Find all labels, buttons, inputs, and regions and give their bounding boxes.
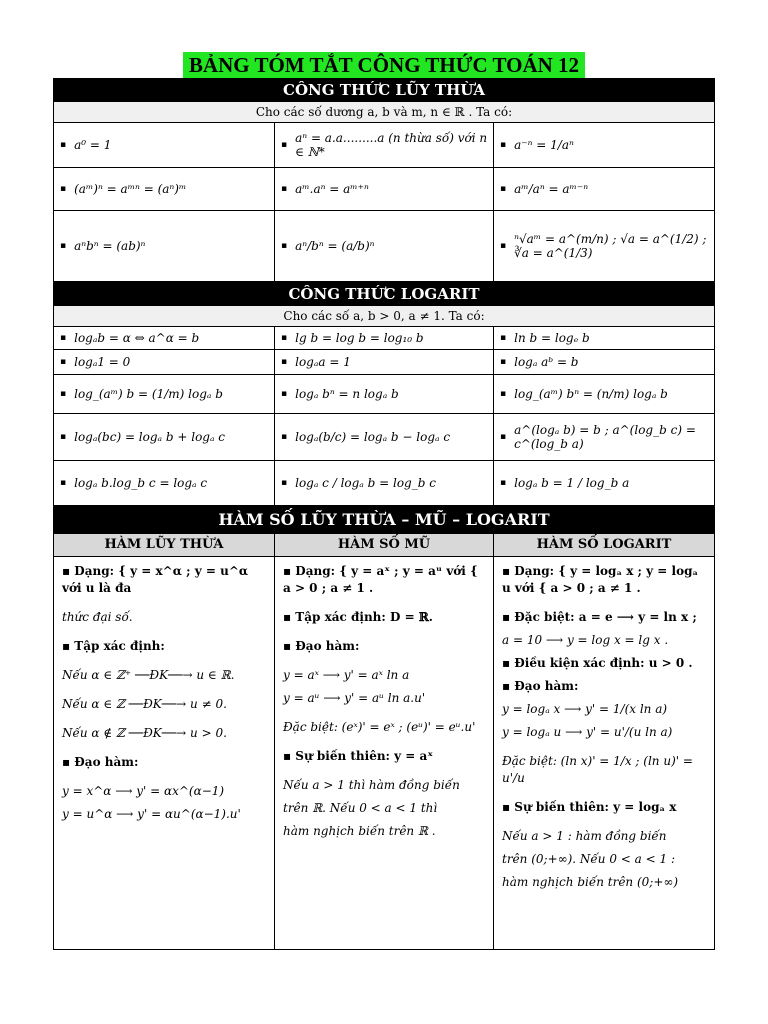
column-line: Đặc biệt: (ln x)' = 1/x ; (ln u)' = u'/u [502, 754, 693, 785]
formula-cell [275, 211, 494, 281]
formula-text: logₐ bⁿ = n logₐ b [295, 387, 399, 401]
formula-row [53, 350, 715, 375]
bullet-icon: ▪ [500, 357, 507, 367]
bullet-icon: ▪ [281, 140, 288, 150]
formula-text: logₐ b = 1 / log_b a [514, 476, 630, 490]
bullet-icon: ▪ [60, 478, 67, 488]
formula-text: a⁰ = 1 [74, 138, 112, 152]
column-line: ▪ Đặc biệt: a = e ⟶ y = ln x ; [502, 610, 697, 624]
formula-sheet [53, 52, 715, 950]
formula-cell [494, 461, 714, 505]
column-line: thức đại số. [62, 610, 133, 624]
formula-row [53, 168, 715, 211]
formula-cell [494, 375, 714, 413]
column-line: y = logₐ x ⟶ y' = 1/(x ln a) [502, 702, 668, 716]
ham-luy-thua-column [54, 557, 275, 949]
bullet-icon: ▪ [500, 389, 507, 399]
ham-so-mu-column [275, 557, 494, 949]
ham-so-logarit-column [494, 557, 714, 949]
column-line: Đặc biệt: (eˣ)' = eˣ ; (eᵘ)' = eᵘ.u' [283, 720, 476, 734]
formula-cell [275, 375, 494, 413]
bullet-icon: ▪ [281, 333, 288, 343]
column-line: hàm nghịch biến trên (0;+∞) [502, 875, 679, 889]
formula-text: aᵐ.aⁿ = aᵐ⁺ⁿ [295, 182, 369, 196]
column-line: Nếu α ∈ ℤ⁺ ──ĐK──→ u ∈ ℝ. [62, 668, 235, 682]
column-line: y = aˣ ⟶ y' = aˣ ln a [283, 668, 410, 682]
formula-text: logₐ c / logₐ b = log_b c [295, 476, 436, 490]
formula-text: aⁿbⁿ = (ab)ⁿ [74, 239, 146, 253]
column-line: y = aᵘ ⟶ y' = aᵘ ln a.u' [283, 691, 426, 705]
bullet-icon: ▪ [60, 357, 67, 367]
ham-so-columns [53, 557, 715, 950]
bullet-icon: ▪ [60, 333, 67, 343]
formula-cell [54, 375, 275, 413]
formula-text: log_(aᵐ) b = (1/m) logₐ b [74, 387, 223, 401]
formula-cell [275, 327, 494, 349]
bullet-icon: ▪ [500, 241, 507, 251]
formula-cell [275, 168, 494, 210]
formula-row [53, 327, 715, 350]
formula-text: aᵐ/aⁿ = aᵐ⁻ⁿ [514, 182, 589, 196]
section-header-logarit: CÔNG THỨC LOGARIT [53, 282, 715, 306]
luy-thua-table [53, 123, 715, 282]
formula-text: aⁿ = a.a.........a (n thừa số) với n ∈ ℕ* [295, 131, 488, 159]
column-line: Nếu a > 1 : hàm đồng biến [502, 829, 667, 843]
formula-text: (aᵐ)ⁿ = aᵐⁿ = (aⁿ)ᵐ [74, 182, 187, 196]
formula-text: a^(logₐ b) = b ; a^(log_b c) = c^(log_b a) [514, 423, 696, 451]
formula-text: ⁿ√aᵐ = a^(m/n) ; √a = a^(1/2) ; ∛a = a^(1/3) [514, 232, 707, 260]
bullet-icon: ▪ [281, 241, 288, 251]
ham-so-column-headers [53, 534, 715, 557]
formula-cell [494, 168, 714, 210]
column-line: ▪ Tập xác định: D = ℝ. [283, 610, 433, 624]
formula-cell [275, 123, 494, 167]
bullet-icon: ▪ [281, 184, 288, 194]
column-line: Nếu a > 1 thì hàm đồng biến [283, 778, 460, 792]
formula-text: aⁿ/bⁿ = (a/b)ⁿ [295, 239, 375, 253]
formula-cell [494, 350, 714, 374]
formula-cell [275, 350, 494, 374]
column-line: ▪ Sự biến thiên: y = aˣ [283, 749, 434, 763]
formula-cell [54, 168, 275, 210]
bullet-icon: ▪ [281, 478, 288, 488]
col-header-ham-so-mu: HÀM SỐ MŨ [275, 534, 494, 556]
column-line: ▪ Đạo hàm: [502, 679, 579, 693]
formula-cell [54, 327, 275, 349]
formula-text: logₐ aᵇ = b [514, 355, 579, 369]
formula-text: ln b = logₑ b [514, 331, 590, 345]
formula-text: logₐb = α ⇔ a^α = b [74, 331, 200, 345]
formula-text: logₐa = 1 [295, 355, 351, 369]
bullet-icon: ▪ [500, 184, 507, 194]
formula-cell [494, 414, 714, 460]
column-line: ▪ Dạng: { y = logₐ x ; y = logₐ u với { a > 0 ; a ≠ 1 . [502, 564, 699, 595]
formula-text: lg b = log b = log₁₀ b [295, 331, 424, 345]
formula-row [53, 123, 715, 168]
column-line: Nếu α ∈ ℤ ──ĐK──→ u ≠ 0. [62, 697, 227, 711]
formula-row [53, 414, 715, 461]
column-line: hàm nghịch biến trên ℝ . [283, 824, 436, 838]
section-header-ham-so: HÀM SỐ LŨY THỪA – MŨ – LOGARIT [53, 506, 715, 534]
formula-text: logₐ1 = 0 [74, 355, 131, 369]
title-wrap [53, 52, 715, 78]
bullet-icon: ▪ [60, 389, 67, 399]
column-line: a = 10 ⟶ y = log x = lg x . [502, 633, 669, 647]
formula-cell [54, 211, 275, 281]
column-line: y = logₐ u ⟶ y' = u'/(u ln a) [502, 725, 673, 739]
col-header-ham-so-logarit: HÀM SỐ LOGARIT [494, 534, 714, 556]
column-line: Nếu α ∉ ℤ ──ĐK──→ u > 0. [62, 726, 227, 740]
bullet-icon: ▪ [500, 478, 507, 488]
logarit-table [53, 327, 715, 506]
page-title: BẢNG TÓM TẮT CÔNG THỨC TOÁN 12 [183, 52, 585, 78]
formula-text: log_(aᵐ) bⁿ = (n/m) logₐ b [514, 387, 668, 401]
bullet-icon: ▪ [281, 357, 288, 367]
section-intro-luy-thua: Cho các số dương a, b và m, n ∈ ℝ . Ta có: [53, 102, 715, 123]
bullet-icon: ▪ [60, 241, 67, 251]
col-header-ham-luy-thua: HÀM LŨY THỪA [54, 534, 275, 556]
column-line: ▪ Điều kiện xác định: u > 0 . [502, 656, 693, 670]
bullet-icon: ▪ [500, 140, 507, 150]
bullet-icon: ▪ [60, 184, 67, 194]
formula-cell [275, 461, 494, 505]
formula-cell [494, 123, 714, 167]
formula-row [53, 211, 715, 282]
column-line: trên ℝ. Nếu 0 < a < 1 thì [283, 801, 438, 815]
formula-cell [494, 327, 714, 349]
formula-text: logₐ b.log_b c = logₐ c [74, 476, 208, 490]
formula-row [53, 375, 715, 414]
bullet-icon: ▪ [60, 140, 67, 150]
formula-cell [54, 123, 275, 167]
column-line: ▪ Sự biến thiên: y = logₐ x [502, 800, 677, 814]
bullet-icon: ▪ [60, 432, 67, 442]
section-header-luy-thua: CÔNG THỨC LŨY THỪA [53, 78, 715, 102]
column-line: y = x^α ⟶ y' = αx^(α−1) [62, 784, 225, 798]
section-intro-logarit: Cho các số a, b > 0, a ≠ 1. Ta có: [53, 306, 715, 327]
formula-cell [54, 461, 275, 505]
formula-cell [54, 350, 275, 374]
formula-row [53, 461, 715, 506]
column-line: y = u^α ⟶ y' = αu^(α−1).u' [62, 807, 241, 821]
bullet-icon: ▪ [281, 432, 288, 442]
column-line: ▪ Tập xác định: [62, 639, 165, 653]
formula-text: logₐ(bc) = logₐ b + logₐ c [74, 430, 226, 444]
bullet-icon: ▪ [281, 389, 288, 399]
column-line: ▪ Đạo hàm: [62, 755, 139, 769]
column-line: ▪ Dạng: { y = x^α ; y = u^α với u là đa [62, 564, 249, 595]
formula-cell [275, 414, 494, 460]
formula-cell [54, 414, 275, 460]
column-line: trên (0;+∞). Nếu 0 < a < 1 : [502, 852, 675, 866]
bullet-icon: ▪ [500, 432, 507, 442]
bullet-icon: ▪ [500, 333, 507, 343]
formula-text: logₐ(b/c) = logₐ b − logₐ c [295, 430, 451, 444]
formula-cell [494, 211, 714, 281]
column-line: ▪ Dạng: { y = aˣ ; y = aᵘ với { a > 0 ; a ≠ 1 . [283, 564, 478, 595]
formula-text: a⁻ⁿ = 1/aⁿ [514, 138, 574, 152]
column-line: ▪ Đạo hàm: [283, 639, 360, 653]
